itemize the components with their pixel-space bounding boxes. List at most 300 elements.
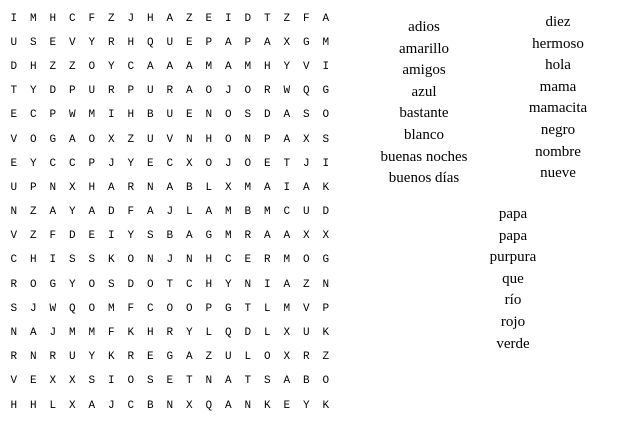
grid-letter[interactable]: J bbox=[166, 206, 174, 219]
grid-letter[interactable]: N bbox=[146, 254, 154, 267]
grid-letter[interactable]: R bbox=[263, 254, 271, 267]
grid-letter[interactable]: Z bbox=[68, 60, 76, 73]
grid-row bbox=[4, 55, 349, 79]
grid-letter[interactable]: A bbox=[29, 327, 37, 340]
grid-letter[interactable]: U bbox=[166, 109, 174, 122]
grid-letter[interactable]: N bbox=[244, 133, 252, 146]
grid-letter[interactable]: I bbox=[107, 109, 115, 122]
grid-letter[interactable]: O bbox=[205, 85, 213, 98]
grid-letter[interactable]: Y bbox=[224, 278, 232, 291]
word-list-column-3 bbox=[473, 204, 553, 355]
grid-letter[interactable]: M bbox=[88, 109, 96, 122]
grid-letter[interactable]: I bbox=[107, 230, 115, 243]
grid-letter[interactable]: P bbox=[29, 181, 37, 194]
grid-letter[interactable]: V bbox=[302, 60, 310, 73]
grid-letter[interactable]: D bbox=[107, 206, 115, 219]
grid-letter[interactable]: R bbox=[302, 351, 310, 364]
word-list-item: verde bbox=[496, 335, 530, 352]
grid-letter[interactable]: H bbox=[49, 12, 57, 25]
grid-letter[interactable]: J bbox=[302, 157, 310, 170]
grid-letter[interactable]: C bbox=[283, 206, 291, 219]
grid-letter[interactable]: A bbox=[49, 206, 57, 219]
grid-letter[interactable]: I bbox=[49, 254, 57, 267]
grid-letter[interactable]: Y bbox=[185, 327, 193, 340]
grid-letter[interactable]: Y bbox=[107, 60, 115, 73]
grid-letter[interactable]: A bbox=[88, 206, 96, 219]
grid-letter[interactable]: P bbox=[68, 85, 76, 98]
grid-letter[interactable]: S bbox=[107, 278, 115, 291]
grid-letter[interactable]: A bbox=[185, 230, 193, 243]
grid-letter[interactable]: M bbox=[283, 302, 291, 315]
grid-letter[interactable]: B bbox=[146, 109, 154, 122]
grid-letter[interactable]: N bbox=[185, 254, 193, 267]
grid-letter[interactable]: R bbox=[107, 36, 115, 49]
grid-letter[interactable]: D bbox=[322, 206, 330, 219]
grid-letter[interactable]: O bbox=[224, 133, 232, 146]
grid-letter[interactable]: J bbox=[127, 12, 135, 25]
grid-letter[interactable]: P bbox=[205, 36, 213, 49]
grid-letter[interactable]: X bbox=[283, 351, 291, 364]
grid-letter[interactable]: V bbox=[68, 36, 76, 49]
grid-letter[interactable]: Q bbox=[302, 85, 310, 98]
grid-letter[interactable]: N bbox=[166, 399, 174, 412]
grid-letter[interactable]: A bbox=[166, 60, 174, 73]
grid-letter[interactable]: Q bbox=[224, 327, 232, 340]
grid-letter[interactable]: F bbox=[88, 12, 96, 25]
grid-letter[interactable]: K bbox=[127, 327, 135, 340]
grid-letter[interactable]: T bbox=[244, 375, 252, 388]
grid-letter[interactable]: M bbox=[263, 206, 271, 219]
word-list-item: mama bbox=[539, 78, 577, 95]
grid-letter[interactable]: O bbox=[166, 302, 174, 315]
grid-letter[interactable]: Z bbox=[127, 133, 135, 146]
grid-letter[interactable]: E bbox=[283, 399, 291, 412]
grid-letter[interactable]: S bbox=[263, 375, 271, 388]
grid-letter[interactable]: U bbox=[10, 36, 18, 49]
grid-letter[interactable]: A bbox=[302, 181, 310, 194]
grid-letter[interactable]: R bbox=[244, 230, 252, 243]
grid-letter[interactable]: I bbox=[322, 157, 330, 170]
grid-letter[interactable]: P bbox=[127, 85, 135, 98]
grid-letter[interactable]: F bbox=[127, 302, 135, 315]
grid-letter[interactable]: X bbox=[68, 375, 76, 388]
grid-letter[interactable]: N bbox=[244, 399, 252, 412]
grid-letter[interactable]: S bbox=[322, 133, 330, 146]
grid-letter[interactable]: S bbox=[146, 230, 154, 243]
word-list-item: amarillo bbox=[399, 40, 449, 57]
grid-letter[interactable]: C bbox=[224, 254, 232, 267]
grid-letter[interactable]: H bbox=[205, 133, 213, 146]
grid-letter[interactable]: A bbox=[263, 181, 271, 194]
grid-letter[interactable]: R bbox=[127, 181, 135, 194]
grid-letter[interactable]: E bbox=[146, 157, 154, 170]
grid-letter[interactable]: C bbox=[29, 109, 37, 122]
word-list-item: que bbox=[502, 270, 524, 287]
grid-letter[interactable]: Z bbox=[49, 60, 57, 73]
grid-letter[interactable]: M bbox=[224, 206, 232, 219]
word-list-item: hola bbox=[545, 57, 571, 74]
grid-letter[interactable]: O bbox=[302, 254, 310, 267]
grid-letter[interactable]: W bbox=[283, 85, 291, 98]
grid-letter[interactable]: X bbox=[185, 157, 193, 170]
grid-letter[interactable]: A bbox=[283, 230, 291, 243]
grid-letter[interactable]: A bbox=[146, 60, 154, 73]
grid-letter[interactable]: L bbox=[49, 399, 57, 412]
grid-letter[interactable]: Y bbox=[29, 157, 37, 170]
grid-letter[interactable]: Y bbox=[88, 36, 96, 49]
grid-letter[interactable]: O bbox=[29, 133, 37, 146]
grid-letter[interactable]: B bbox=[244, 206, 252, 219]
grid-letter[interactable]: E bbox=[10, 157, 18, 170]
grid-letter[interactable]: S bbox=[29, 36, 37, 49]
grid-letter[interactable]: C bbox=[185, 278, 193, 291]
word-list-item: buenos días bbox=[388, 170, 460, 187]
grid-letter[interactable]: N bbox=[10, 327, 18, 340]
grid-letter[interactable]: I bbox=[224, 12, 232, 25]
grid-letter[interactable]: A bbox=[283, 133, 291, 146]
grid-letter[interactable]: P bbox=[244, 36, 252, 49]
grid-letter[interactable]: Q bbox=[205, 399, 213, 412]
grid-letter[interactable]: M bbox=[283, 254, 291, 267]
grid-letter[interactable]: U bbox=[146, 133, 154, 146]
grid-letter[interactable]: J bbox=[107, 399, 115, 412]
grid-letter[interactable]: J bbox=[224, 157, 232, 170]
grid-letter[interactable]: B bbox=[302, 375, 310, 388]
grid-letter[interactable]: N bbox=[10, 206, 18, 219]
grid-letter[interactable]: N bbox=[49, 181, 57, 194]
grid-letter[interactable]: M bbox=[205, 60, 213, 73]
grid-letter[interactable]: A bbox=[146, 206, 154, 219]
grid-letter[interactable]: K bbox=[107, 351, 115, 364]
grid-letter[interactable]: U bbox=[146, 85, 154, 98]
grid-letter[interactable]: T bbox=[185, 375, 193, 388]
grid-letter[interactable]: G bbox=[49, 278, 57, 291]
grid-letter[interactable]: K bbox=[263, 399, 271, 412]
grid-letter[interactable]: O bbox=[322, 109, 330, 122]
grid-letter[interactable]: H bbox=[205, 278, 213, 291]
grid-letter[interactable]: N bbox=[205, 109, 213, 122]
grid-letter[interactable]: S bbox=[146, 375, 154, 388]
grid-letter[interactable]: U bbox=[10, 181, 18, 194]
grid-letter[interactable]: H bbox=[88, 181, 96, 194]
grid-letter[interactable]: A bbox=[166, 181, 174, 194]
grid-letter[interactable]: U bbox=[302, 327, 310, 340]
grid-letter[interactable]: L bbox=[185, 206, 193, 219]
grid-letter[interactable]: Y bbox=[68, 278, 76, 291]
grid-letter[interactable]: T bbox=[263, 12, 271, 25]
grid-letter[interactable]: P bbox=[322, 302, 330, 315]
grid-letter[interactable]: T bbox=[283, 157, 291, 170]
grid-letter[interactable]: U bbox=[166, 36, 174, 49]
grid-letter[interactable]: D bbox=[49, 85, 57, 98]
grid-letter[interactable]: X bbox=[302, 230, 310, 243]
grid-letter[interactable]: H bbox=[127, 109, 135, 122]
grid-letter[interactable]: E bbox=[29, 375, 37, 388]
grid-letter[interactable]: R bbox=[10, 278, 18, 291]
grid-letter[interactable]: Y bbox=[127, 230, 135, 243]
grid-letter[interactable]: N bbox=[244, 278, 252, 291]
grid-letter[interactable]: M bbox=[244, 60, 252, 73]
grid-letter[interactable]: F bbox=[49, 230, 57, 243]
grid-letter[interactable]: G bbox=[205, 230, 213, 243]
grid-letter[interactable]: W bbox=[49, 302, 57, 315]
grid-letter[interactable]: G bbox=[49, 133, 57, 146]
grid-letter[interactable]: G bbox=[322, 85, 330, 98]
grid-letter[interactable]: E bbox=[166, 375, 174, 388]
grid-letter[interactable]: Z bbox=[283, 12, 291, 25]
grid-letter[interactable]: N bbox=[146, 181, 154, 194]
grid-letter[interactable]: S bbox=[302, 109, 310, 122]
grid-letter[interactable]: Z bbox=[302, 278, 310, 291]
grid-letter[interactable]: J bbox=[29, 302, 37, 315]
grid-letter[interactable]: A bbox=[224, 399, 232, 412]
grid-letter[interactable]: A bbox=[68, 133, 76, 146]
grid-letter[interactable]: X bbox=[185, 399, 193, 412]
grid-letter[interactable]: G bbox=[302, 36, 310, 49]
grid-letter[interactable]: I bbox=[283, 181, 291, 194]
grid-letter[interactable]: I bbox=[107, 375, 115, 388]
grid-letter[interactable]: H bbox=[29, 60, 37, 73]
grid-letter[interactable]: L bbox=[263, 327, 271, 340]
grid-letter[interactable]: T bbox=[10, 85, 18, 98]
grid-letter[interactable]: Z bbox=[185, 12, 193, 25]
grid-letter[interactable]: O bbox=[146, 278, 154, 291]
grid-letter[interactable]: M bbox=[29, 12, 37, 25]
grid-letter[interactable]: E bbox=[146, 351, 154, 364]
grid-letter[interactable]: W bbox=[68, 109, 76, 122]
grid-row bbox=[4, 7, 349, 31]
grid-letter[interactable]: R bbox=[127, 351, 135, 364]
grid-letter[interactable]: X bbox=[68, 399, 76, 412]
grid-letter[interactable]: O bbox=[88, 278, 96, 291]
grid-letter[interactable]: U bbox=[302, 206, 310, 219]
grid-letter[interactable]: B bbox=[185, 181, 193, 194]
grid-letter[interactable]: L bbox=[205, 327, 213, 340]
grid-letter[interactable]: S bbox=[244, 109, 252, 122]
grid-letter[interactable]: T bbox=[244, 302, 252, 315]
grid-letter[interactable]: V bbox=[10, 133, 18, 146]
grid-letter[interactable]: R bbox=[166, 327, 174, 340]
grid-letter[interactable]: V bbox=[302, 302, 310, 315]
grid-letter[interactable]: A bbox=[283, 278, 291, 291]
grid-letter[interactable]: Y bbox=[29, 85, 37, 98]
grid-letter[interactable]: J bbox=[49, 327, 57, 340]
grid-letter[interactable]: D bbox=[263, 109, 271, 122]
grid-letter[interactable]: E bbox=[49, 36, 57, 49]
grid-letter[interactable]: A bbox=[224, 36, 232, 49]
grid-letter[interactable]: O bbox=[185, 302, 193, 315]
grid-letter[interactable]: A bbox=[263, 36, 271, 49]
grid-letter[interactable]: O bbox=[127, 375, 135, 388]
grid-letter[interactable]: F bbox=[107, 327, 115, 340]
grid-letter[interactable]: M bbox=[107, 302, 115, 315]
grid-letter[interactable]: D bbox=[10, 60, 18, 73]
grid-letter[interactable]: Y bbox=[302, 399, 310, 412]
grid-letter[interactable]: X bbox=[322, 230, 330, 243]
grid-letter[interactable]: R bbox=[49, 351, 57, 364]
grid-letter[interactable]: N bbox=[185, 133, 193, 146]
grid-letter[interactable]: G bbox=[166, 351, 174, 364]
grid-row bbox=[4, 80, 349, 104]
grid-letter[interactable]: Y bbox=[127, 157, 135, 170]
grid-letter[interactable]: H bbox=[29, 254, 37, 267]
grid-letter[interactable]: M bbox=[68, 327, 76, 340]
grid-letter[interactable]: O bbox=[244, 85, 252, 98]
grid-letter[interactable]: D bbox=[244, 327, 252, 340]
grid-letter[interactable]: X bbox=[283, 327, 291, 340]
grid-letter[interactable]: A bbox=[185, 60, 193, 73]
grid-letter[interactable]: A bbox=[185, 85, 193, 98]
grid-letter[interactable]: E bbox=[10, 109, 18, 122]
grid-letter[interactable]: H bbox=[146, 327, 154, 340]
grid-letter[interactable]: J bbox=[224, 85, 232, 98]
grid-letter[interactable]: M bbox=[88, 327, 96, 340]
grid-letter[interactable]: A bbox=[283, 109, 291, 122]
grid-letter[interactable]: C bbox=[127, 399, 135, 412]
grid-letter[interactable]: X bbox=[49, 375, 57, 388]
grid-letter[interactable]: T bbox=[166, 278, 174, 291]
grid-letter[interactable]: X bbox=[302, 133, 310, 146]
grid-letter[interactable]: Q bbox=[68, 302, 76, 315]
grid-letter[interactable]: K bbox=[322, 399, 330, 412]
grid-letter[interactable]: A bbox=[263, 230, 271, 243]
grid-letter[interactable]: I bbox=[322, 60, 330, 73]
grid-letter[interactable]: F bbox=[302, 12, 310, 25]
grid-letter[interactable]: V bbox=[10, 375, 18, 388]
grid-letter[interactable]: B bbox=[166, 230, 174, 243]
grid-letter[interactable]: A bbox=[185, 351, 193, 364]
grid-letter[interactable]: C bbox=[127, 60, 135, 73]
grid-letter[interactable]: P bbox=[263, 133, 271, 146]
grid-letter[interactable]: H bbox=[127, 36, 135, 49]
grid-letter[interactable]: G bbox=[322, 254, 330, 267]
grid-letter[interactable]: G bbox=[224, 302, 232, 315]
grid-letter[interactable]: U bbox=[224, 351, 232, 364]
grid-letter[interactable]: J bbox=[107, 157, 115, 170]
grid-letter[interactable]: Q bbox=[146, 36, 154, 49]
grid-letter[interactable]: M bbox=[224, 230, 232, 243]
grid-letter[interactable]: X bbox=[68, 181, 76, 194]
grid-letter[interactable]: R bbox=[263, 85, 271, 98]
grid-letter[interactable]: P bbox=[49, 109, 57, 122]
grid-letter[interactable]: L bbox=[205, 181, 213, 194]
grid-letter[interactable]: C bbox=[68, 12, 76, 25]
grid-letter[interactable]: K bbox=[107, 254, 115, 267]
grid-letter[interactable]: M bbox=[244, 181, 252, 194]
grid-letter[interactable]: E bbox=[244, 254, 252, 267]
grid-letter[interactable]: E bbox=[263, 157, 271, 170]
grid-letter[interactable]: J bbox=[166, 254, 174, 267]
grid-letter[interactable]: F bbox=[127, 206, 135, 219]
grid-letter[interactable]: Z bbox=[29, 230, 37, 243]
grid-letter[interactable]: D bbox=[127, 278, 135, 291]
grid-letter[interactable]: X bbox=[224, 181, 232, 194]
grid-letter[interactable]: O bbox=[224, 109, 232, 122]
grid-letter[interactable]: N bbox=[322, 278, 330, 291]
grid-letter[interactable]: A bbox=[205, 206, 213, 219]
grid-letter[interactable]: Y bbox=[283, 60, 291, 73]
grid-letter[interactable]: O bbox=[205, 157, 213, 170]
grid-letter[interactable]: O bbox=[263, 351, 271, 364]
grid-letter[interactable]: C bbox=[10, 254, 18, 267]
grid-letter[interactable]: A bbox=[107, 181, 115, 194]
grid-letter[interactable]: L bbox=[263, 302, 271, 315]
grid-letter[interactable]: A bbox=[166, 12, 174, 25]
grid-letter[interactable]: H bbox=[205, 254, 213, 267]
grid-letter[interactable]: N bbox=[29, 351, 37, 364]
grid-letter[interactable]: D bbox=[68, 230, 76, 243]
grid-letter[interactable]: K bbox=[322, 327, 330, 340]
grid-letter[interactable]: V bbox=[10, 230, 18, 243]
grid-letter[interactable]: O bbox=[88, 60, 96, 73]
grid-letter[interactable]: O bbox=[127, 254, 135, 267]
grid-letter[interactable]: M bbox=[322, 36, 330, 49]
grid-letter[interactable]: C bbox=[146, 302, 154, 315]
grid-letter[interactable]: P bbox=[205, 302, 213, 315]
grid-letter[interactable]: E bbox=[185, 36, 193, 49]
grid-letter[interactable]: E bbox=[88, 230, 96, 243]
grid-letter[interactable]: S bbox=[68, 254, 76, 267]
grid-letter[interactable]: D bbox=[244, 12, 252, 25]
grid-letter[interactable]: R bbox=[10, 351, 18, 364]
grid-letter[interactable]: V bbox=[166, 133, 174, 146]
grid-letter[interactable]: L bbox=[244, 351, 252, 364]
grid-letter[interactable]: X bbox=[107, 133, 115, 146]
grid-letter[interactable]: Z bbox=[29, 206, 37, 219]
grid-letter[interactable]: H bbox=[263, 60, 271, 73]
grid-letter[interactable]: B bbox=[146, 399, 154, 412]
grid-letter[interactable]: A bbox=[88, 399, 96, 412]
grid-letter[interactable]: A bbox=[322, 12, 330, 25]
grid-letter[interactable]: A bbox=[283, 375, 291, 388]
grid-letter[interactable]: E bbox=[185, 109, 193, 122]
grid-letter[interactable]: Z bbox=[205, 351, 213, 364]
grid-letter[interactable]: I bbox=[263, 278, 271, 291]
word-list-item: blanco bbox=[404, 126, 444, 143]
grid-letter[interactable]: O bbox=[244, 157, 252, 170]
grid-letter[interactable]: O bbox=[29, 278, 37, 291]
grid-letter[interactable]: Z bbox=[322, 351, 330, 364]
grid-letter[interactable]: Y bbox=[88, 351, 96, 364]
grid-letter[interactable]: R bbox=[166, 85, 174, 98]
grid-letter[interactable]: H bbox=[146, 12, 154, 25]
grid-letter[interactable]: Y bbox=[68, 206, 76, 219]
grid-letter[interactable]: C bbox=[166, 157, 174, 170]
grid-letter[interactable]: O bbox=[322, 375, 330, 388]
grid-letter[interactable]: E bbox=[205, 12, 213, 25]
grid-letter[interactable]: P bbox=[88, 157, 96, 170]
grid-letter[interactable]: N bbox=[205, 375, 213, 388]
grid-letter[interactable]: C bbox=[68, 157, 76, 170]
grid-letter[interactable]: S bbox=[88, 375, 96, 388]
grid-letter[interactable]: C bbox=[49, 157, 57, 170]
grid-letter[interactable]: I bbox=[10, 12, 18, 25]
grid-letter[interactable]: K bbox=[322, 181, 330, 194]
grid-letter[interactable]: H bbox=[10, 399, 18, 412]
grid-letter[interactable]: H bbox=[29, 399, 37, 412]
grid-letter[interactable]: A bbox=[224, 60, 232, 73]
grid-letter[interactable]: U bbox=[88, 85, 96, 98]
grid-letter[interactable]: S bbox=[88, 254, 96, 267]
grid-letter[interactable]: A bbox=[224, 375, 232, 388]
grid-letter[interactable]: U bbox=[68, 351, 76, 364]
grid-letter[interactable]: X bbox=[283, 36, 291, 49]
grid-letter[interactable]: O bbox=[88, 302, 96, 315]
grid-letter[interactable]: S bbox=[10, 302, 18, 315]
grid-letter[interactable]: Z bbox=[107, 12, 115, 25]
grid-letter[interactable]: R bbox=[107, 85, 115, 98]
grid-letter[interactable]: O bbox=[88, 133, 96, 146]
